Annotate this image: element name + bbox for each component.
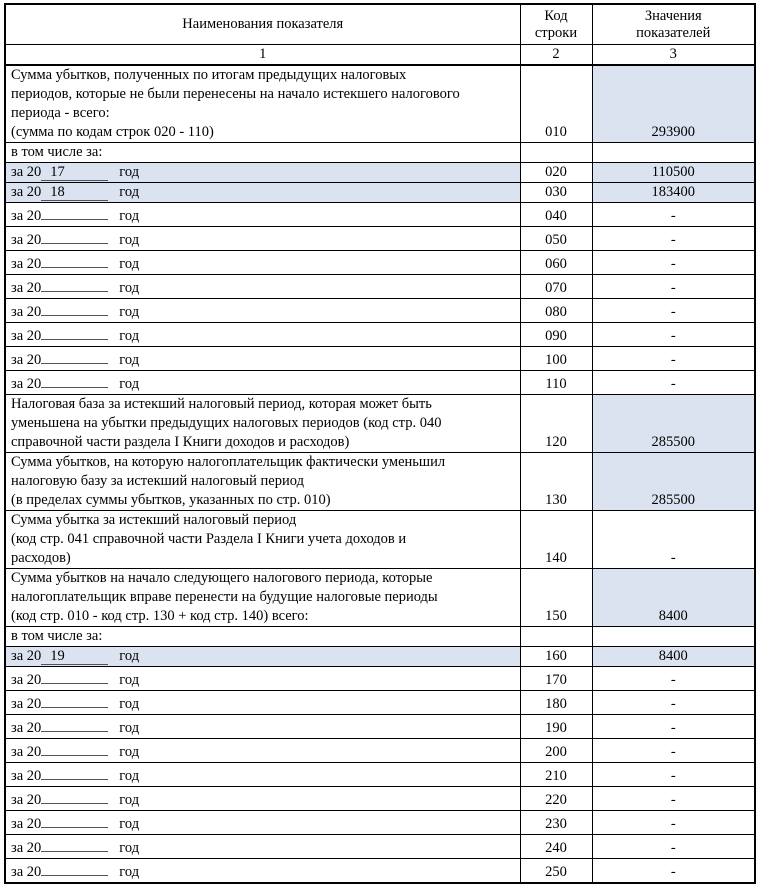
table-row bbox=[5, 667, 755, 691]
line-code: 200 bbox=[520, 739, 592, 763]
indicator-name-line: (код стр. 010 - код стр. 130 + код стр. 140) всего: bbox=[11, 608, 309, 624]
column-header-line-code-line1: Код bbox=[544, 7, 568, 24]
year-fill-in-line bbox=[41, 763, 108, 780]
line-code: 170 bbox=[520, 667, 592, 691]
table-row bbox=[5, 763, 755, 787]
line-code: 220 bbox=[520, 787, 592, 811]
year-fill-in-line bbox=[41, 203, 108, 220]
indicator-value: - bbox=[592, 203, 755, 227]
indicator-value: - bbox=[592, 859, 755, 884]
table-row bbox=[5, 183, 755, 203]
line-code: 210 bbox=[520, 763, 592, 787]
line-code: 080 bbox=[520, 299, 592, 323]
year-prefix: за 20 bbox=[11, 816, 42, 832]
column-header-line-code bbox=[520, 4, 592, 45]
column-header-indicator-name bbox=[5, 4, 520, 45]
indicator-name-line: (в пределах суммы убытков, указанных по стр. 010) bbox=[11, 492, 331, 508]
year-suffix: год bbox=[119, 720, 140, 736]
year-row-name bbox=[5, 811, 520, 835]
year-fill-in-line bbox=[41, 299, 108, 316]
year-prefix: за 20 bbox=[11, 328, 42, 344]
table-row bbox=[5, 371, 755, 395]
indicator-value: - bbox=[592, 347, 755, 371]
table-row bbox=[5, 395, 755, 453]
indicator-value: 183400 bbox=[592, 183, 755, 203]
line-code: 110 bbox=[520, 371, 592, 395]
year-prefix: за 20 bbox=[11, 184, 42, 200]
line-code: 250 bbox=[520, 859, 592, 884]
year-suffix: год bbox=[119, 696, 140, 712]
year-suffix: год bbox=[119, 744, 140, 760]
table-row bbox=[5, 203, 755, 227]
year-prefix: за 20 bbox=[11, 864, 42, 880]
year-suffix: год bbox=[119, 864, 140, 880]
indicator-name-line: Сумма убытков на начало следующего налогового периода, которые bbox=[11, 570, 433, 586]
year-prefix: за 20 bbox=[11, 840, 42, 856]
indicator-name bbox=[5, 511, 520, 569]
year-fill-in-line bbox=[41, 859, 108, 876]
year-row-name bbox=[5, 859, 520, 884]
line-code: 190 bbox=[520, 715, 592, 739]
indicator-name-line: налогоплательщик вправе перенести на будущие налоговые периоды bbox=[11, 589, 438, 605]
year-suffix: год bbox=[119, 328, 140, 344]
line-code: 070 bbox=[520, 275, 592, 299]
year-suffix: год bbox=[119, 208, 140, 224]
table-row bbox=[5, 691, 755, 715]
indicator-name-line: Сумма убытков, на которую налогоплательщик фактически уменьшил bbox=[11, 454, 446, 470]
column-header-values-line2: показателей bbox=[636, 24, 711, 41]
year-prefix: за 20 bbox=[11, 208, 42, 224]
indicator-value: - bbox=[592, 371, 755, 395]
year-suffix: год bbox=[119, 768, 140, 784]
column-number-row bbox=[5, 45, 755, 66]
column-number-1: 1 bbox=[5, 45, 520, 66]
line-code: 230 bbox=[520, 811, 592, 835]
indicator-name-line: расходов) bbox=[11, 550, 71, 566]
tax-form-page bbox=[0, 3, 759, 880]
line-code: 010 bbox=[520, 65, 592, 143]
line-code: 240 bbox=[520, 835, 592, 859]
year-suffix: год bbox=[119, 648, 140, 664]
year-row-name bbox=[5, 739, 520, 763]
indicator-name-line: (код стр. 041 справочной части Раздела I Книги учета доходов и bbox=[11, 531, 407, 547]
year-row-name bbox=[5, 667, 520, 691]
year-fill-in-line bbox=[41, 691, 108, 708]
indicator-value: - bbox=[592, 835, 755, 859]
indicator-name-line: (сумма по кодам строк 020 - 110) bbox=[11, 124, 214, 140]
column-header-values bbox=[592, 4, 755, 45]
year-fill-in-line bbox=[41, 811, 108, 828]
indicator-value: - bbox=[592, 227, 755, 251]
year-prefix: за 20 bbox=[11, 256, 42, 272]
indicator-value: - bbox=[592, 787, 755, 811]
indicator-value: - bbox=[592, 667, 755, 691]
indicator-name-line: Налоговая база за истекший налоговый период, которая может быть bbox=[11, 396, 432, 412]
indicator-value: - bbox=[592, 715, 755, 739]
year-row-name bbox=[5, 691, 520, 715]
indicator-name-line: справочной части раздела I Книги доходов и расходов) bbox=[11, 434, 350, 450]
line-code: 150 bbox=[520, 569, 592, 627]
year-prefix: за 20 bbox=[11, 280, 42, 296]
year-row-name bbox=[5, 163, 520, 183]
table-row bbox=[5, 715, 755, 739]
line-code: 130 bbox=[520, 453, 592, 511]
year-fill-in-line: 19 bbox=[41, 648, 108, 665]
year-suffix: год bbox=[119, 816, 140, 832]
indicator-value: 8400 bbox=[592, 647, 755, 667]
indicator-name-line: Сумма убытка за истекший налоговый период bbox=[11, 512, 297, 528]
year-suffix: год bbox=[119, 256, 140, 272]
table-row bbox=[5, 227, 755, 251]
line-code: 180 bbox=[520, 691, 592, 715]
year-row-name bbox=[5, 251, 520, 275]
indicator-name-line: периода - всего: bbox=[11, 105, 110, 121]
year-row-name bbox=[5, 763, 520, 787]
year-suffix: год bbox=[119, 164, 140, 180]
year-suffix: год bbox=[119, 376, 140, 392]
table-row bbox=[5, 739, 755, 763]
year-prefix: за 20 bbox=[11, 792, 42, 808]
column-number-2: 2 bbox=[520, 45, 592, 66]
line-code: 020 bbox=[520, 163, 592, 183]
indicator-name bbox=[5, 453, 520, 511]
year-fill-in-line bbox=[41, 323, 108, 340]
year-row-name bbox=[5, 323, 520, 347]
indicator-name-line: налоговую базу за истекший налоговый период bbox=[11, 473, 304, 489]
table-row bbox=[5, 323, 755, 347]
loss-carryforward-table bbox=[4, 3, 756, 884]
year-suffix: год bbox=[119, 352, 140, 368]
year-fill-in-line: 17 bbox=[41, 164, 108, 181]
indicator-value: 8400 bbox=[592, 569, 755, 627]
year-row-name bbox=[5, 299, 520, 323]
table-row bbox=[5, 569, 755, 627]
year-fill-in-line bbox=[41, 347, 108, 364]
table-row bbox=[5, 299, 755, 323]
table-row bbox=[5, 787, 755, 811]
table-row bbox=[5, 143, 755, 163]
line-code: 050 bbox=[520, 227, 592, 251]
year-prefix: за 20 bbox=[11, 744, 42, 760]
indicator-name bbox=[5, 569, 520, 627]
indicator-name bbox=[5, 395, 520, 453]
indicator-value: 285500 bbox=[592, 453, 755, 511]
column-number-3: 3 bbox=[592, 45, 755, 66]
year-row-name bbox=[5, 715, 520, 739]
year-fill-in-line: 18 bbox=[41, 184, 108, 201]
year-suffix: год bbox=[119, 672, 140, 688]
group-label: в том числе за: bbox=[5, 627, 520, 647]
year-row-name bbox=[5, 183, 520, 203]
year-suffix: год bbox=[119, 792, 140, 808]
group-label: в том числе за: bbox=[5, 143, 520, 163]
indicator-name bbox=[5, 65, 520, 143]
year-fill-in-line bbox=[41, 667, 108, 684]
indicator-value: - bbox=[592, 811, 755, 835]
table-row bbox=[5, 275, 755, 299]
line-code: 060 bbox=[520, 251, 592, 275]
year-row-name bbox=[5, 787, 520, 811]
column-header-line-code-line2: строки bbox=[534, 24, 578, 41]
table-header-row bbox=[5, 4, 755, 45]
indicator-value: 110500 bbox=[592, 163, 755, 183]
indicator-value: - bbox=[592, 763, 755, 787]
table-row bbox=[5, 627, 755, 647]
line-code: 040 bbox=[520, 203, 592, 227]
table-row bbox=[5, 835, 755, 859]
table-row bbox=[5, 811, 755, 835]
indicator-value: 285500 bbox=[592, 395, 755, 453]
year-prefix: за 20 bbox=[11, 768, 42, 784]
indicator-value: - bbox=[592, 299, 755, 323]
year-fill-in-line bbox=[41, 275, 108, 292]
year-fill-in-line bbox=[41, 371, 108, 388]
table-row bbox=[5, 347, 755, 371]
table-row bbox=[5, 859, 755, 884]
year-suffix: год bbox=[119, 840, 140, 856]
year-prefix: за 20 bbox=[11, 648, 42, 664]
year-row-name bbox=[5, 647, 520, 667]
column-header-values-line1: Значения bbox=[644, 7, 702, 24]
year-fill-in-line bbox=[41, 715, 108, 732]
line-code: 120 bbox=[520, 395, 592, 453]
indicator-value: - bbox=[592, 323, 755, 347]
year-fill-in-line bbox=[41, 787, 108, 804]
year-row-name bbox=[5, 275, 520, 299]
indicator-name-line: уменьшена на убытки предыдущих налоговых периодов (код стр. 040 bbox=[11, 415, 442, 431]
line-code: 140 bbox=[520, 511, 592, 569]
line-code bbox=[520, 627, 592, 647]
line-code: 100 bbox=[520, 347, 592, 371]
year-suffix: год bbox=[119, 232, 140, 248]
year-row-name bbox=[5, 371, 520, 395]
year-fill-in-line bbox=[41, 835, 108, 852]
indicator-value: - bbox=[592, 739, 755, 763]
year-row-name bbox=[5, 347, 520, 371]
year-row-name bbox=[5, 203, 520, 227]
year-prefix: за 20 bbox=[11, 352, 42, 368]
indicator-value: - bbox=[592, 691, 755, 715]
indicator-name-line: периодов, которые не были перенесены на начало истекшего налогового bbox=[11, 86, 460, 102]
year-suffix: год bbox=[119, 304, 140, 320]
year-prefix: за 20 bbox=[11, 720, 42, 736]
table-row bbox=[5, 251, 755, 275]
year-fill-in-line bbox=[41, 251, 108, 268]
year-prefix: за 20 bbox=[11, 696, 42, 712]
line-code: 160 bbox=[520, 647, 592, 667]
table-row bbox=[5, 647, 755, 667]
table-row bbox=[5, 65, 755, 143]
year-row-name bbox=[5, 835, 520, 859]
table-body bbox=[5, 65, 755, 883]
year-fill-in-line bbox=[41, 739, 108, 756]
year-suffix: год bbox=[119, 280, 140, 296]
indicator-name-line: Сумма убытков, полученных по итогам предыдущих налоговых bbox=[11, 67, 407, 83]
indicator-value: - bbox=[592, 511, 755, 569]
year-prefix: за 20 bbox=[11, 672, 42, 688]
year-prefix: за 20 bbox=[11, 376, 42, 392]
table-row bbox=[5, 163, 755, 183]
indicator-value: 293900 bbox=[592, 65, 755, 143]
year-prefix: за 20 bbox=[11, 164, 42, 180]
year-row-name bbox=[5, 227, 520, 251]
year-prefix: за 20 bbox=[11, 304, 42, 320]
indicator-value: - bbox=[592, 275, 755, 299]
year-fill-in-line bbox=[41, 227, 108, 244]
indicator-value bbox=[592, 143, 755, 163]
indicator-value bbox=[592, 627, 755, 647]
line-code: 090 bbox=[520, 323, 592, 347]
year-suffix: год bbox=[119, 184, 140, 200]
indicator-value: - bbox=[592, 251, 755, 275]
table-row bbox=[5, 453, 755, 511]
line-code bbox=[520, 143, 592, 163]
column-header-indicator-name-label: Наименования показателя bbox=[182, 16, 344, 32]
table-row bbox=[5, 511, 755, 569]
year-prefix: за 20 bbox=[11, 232, 42, 248]
line-code: 030 bbox=[520, 183, 592, 203]
